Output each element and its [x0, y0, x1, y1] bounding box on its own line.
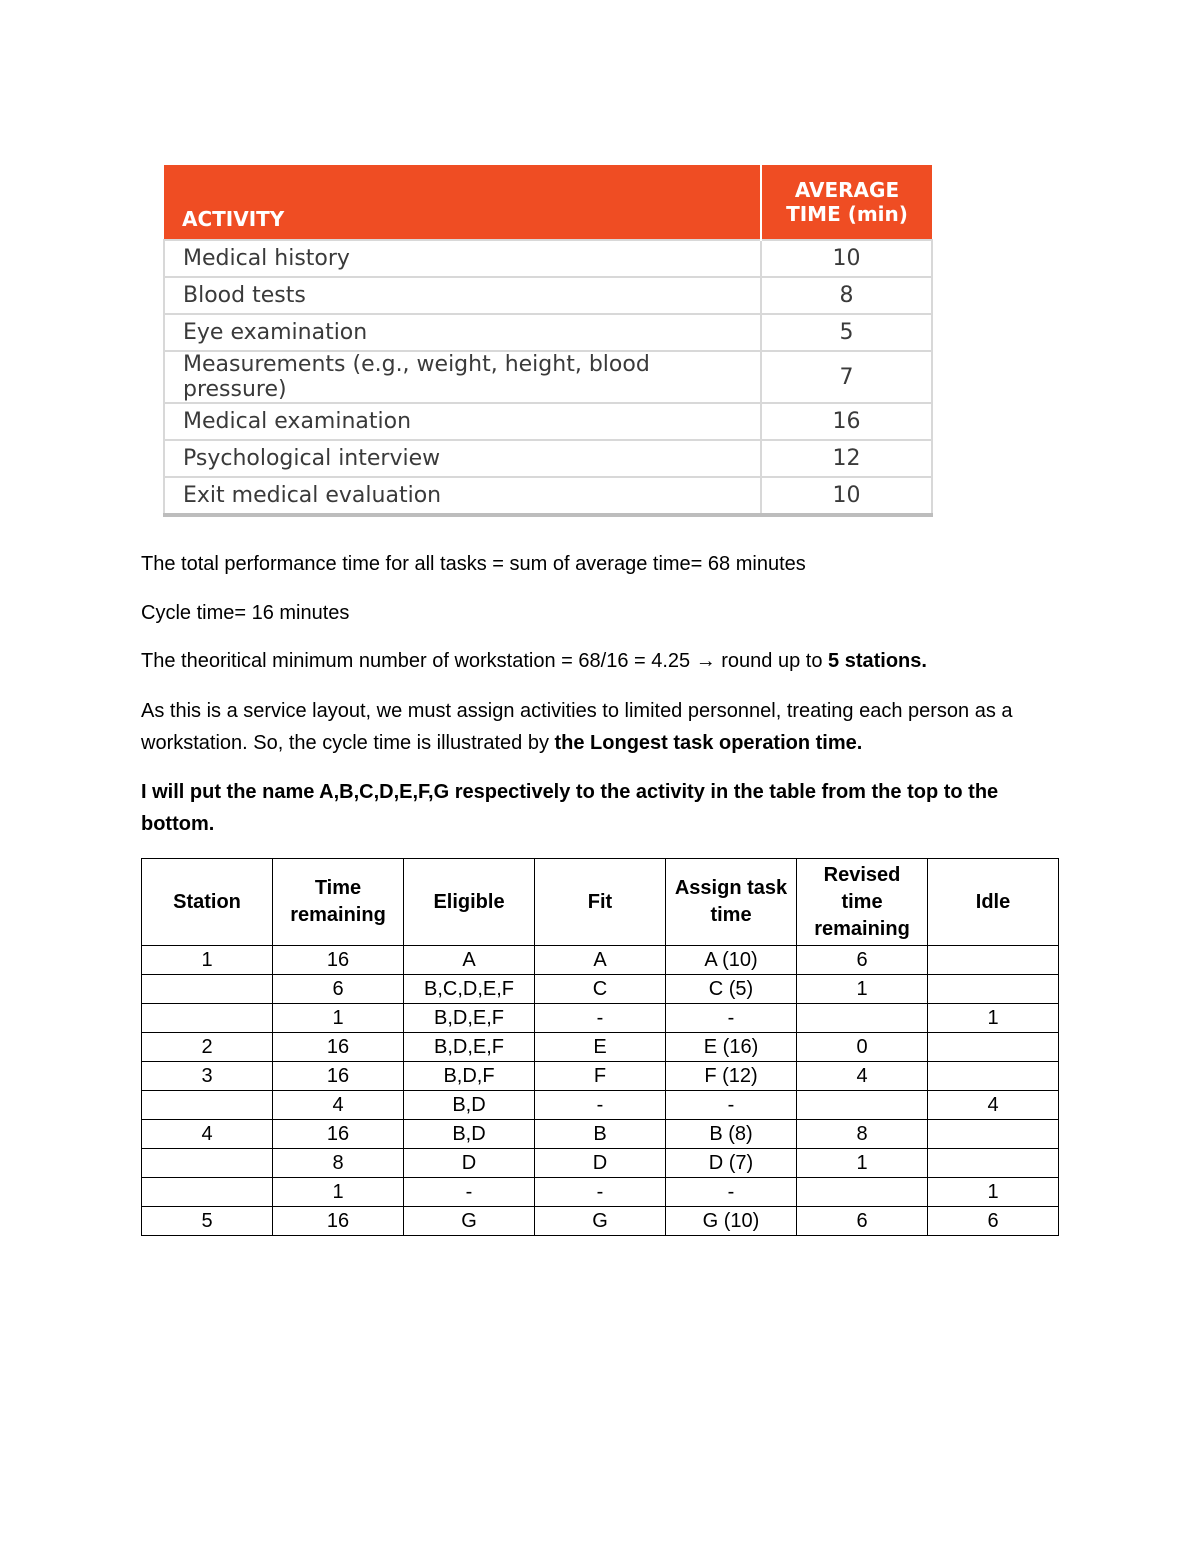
cell-fit: - [535, 1178, 666, 1207]
header-assign-task-time [666, 859, 797, 946]
cell-fit: G [535, 1207, 666, 1236]
cell-time-remaining: 8 [273, 1149, 404, 1178]
header-assign-line1: Assign task [674, 877, 788, 899]
header-revised-line2: time [841, 890, 883, 913]
activity-time: 10 [761, 477, 932, 515]
cell-time-remaining: 16 [273, 1207, 404, 1236]
table-row [142, 946, 1059, 975]
min-stations-mid: round up to [715, 650, 829, 672]
activity-time: 7 [761, 351, 932, 403]
cell-revised [797, 1091, 928, 1120]
cell-fit: - [535, 1091, 666, 1120]
cell-time-remaining: 6 [273, 975, 404, 1004]
cell-time-remaining: 1 [273, 1178, 404, 1207]
service-layout-text: As this is a service layout, we must assign activities to limited personnel, treating each person as a workstation. So, the cycle time is illustrated by [141, 700, 1013, 754]
header-eligible: Eligible [404, 859, 535, 946]
service-layout-bold: the Longest task operation time. [554, 732, 863, 754]
cell-station [142, 1091, 273, 1120]
cell-eligible: G [404, 1207, 535, 1236]
cell-fit: - [535, 1004, 666, 1033]
service-layout-paragraph [141, 695, 1071, 759]
cell-fit: E [535, 1033, 666, 1062]
cell-station: 1 [142, 946, 273, 975]
table-row [142, 1033, 1059, 1062]
cell-eligible: B,D [404, 1091, 535, 1120]
cell-revised [797, 1178, 928, 1207]
header-average-time [761, 165, 932, 240]
table-row [142, 1207, 1059, 1236]
station-header-row [142, 859, 1059, 946]
header-average-time-line1: AVERAGE [794, 178, 900, 202]
table-row [142, 1149, 1059, 1178]
cell-idle [928, 946, 1059, 975]
cell-eligible: B,D,E,F [404, 1033, 535, 1062]
header-fit: Fit [535, 859, 666, 946]
cell-revised [797, 1004, 928, 1033]
min-stations-prefix: The theoritical minimum number of workstation = 68/16 = 4.25 [141, 650, 696, 672]
header-activity: ACTIVITY [164, 165, 761, 240]
activity-time: 12 [761, 440, 932, 477]
cell-eligible: B,D,F [404, 1062, 535, 1091]
header-assign-line2: time [710, 904, 752, 926]
cell-time-remaining: 16 [273, 946, 404, 975]
cell-assign: G (10) [666, 1207, 797, 1236]
cell-idle [928, 1149, 1059, 1178]
header-time-remaining [273, 859, 404, 946]
activity-row [164, 351, 932, 403]
cell-eligible: B,C,D,E,F [404, 975, 535, 1004]
cell-revised: 0 [797, 1033, 928, 1062]
header-idle: Idle [928, 859, 1059, 946]
table-row [142, 1091, 1059, 1120]
min-stations-bold: 5 stations. [828, 650, 927, 672]
cell-revised: 4 [797, 1062, 928, 1091]
cell-revised: 6 [797, 946, 928, 975]
cell-idle [928, 1062, 1059, 1091]
activity-row [164, 314, 932, 351]
cell-idle [928, 1033, 1059, 1062]
cell-idle [928, 975, 1059, 1004]
cell-assign: D (7) [666, 1149, 797, 1178]
header-time-remaining-line2: remaining [290, 904, 386, 926]
cell-idle: 4 [928, 1091, 1059, 1120]
station-assignment-table [141, 858, 1059, 1236]
activity-header-row [164, 165, 932, 240]
cell-fit: C [535, 975, 666, 1004]
header-time-remaining-line1: Time [314, 877, 362, 899]
activity-name: Medical examination [164, 403, 761, 440]
cell-assign: C (5) [666, 975, 797, 1004]
cell-revised: 6 [797, 1207, 928, 1236]
cell-idle: 1 [928, 1178, 1059, 1207]
cell-fit: F [535, 1062, 666, 1091]
cell-eligible: B,D,E,F [404, 1004, 535, 1033]
total-time-paragraph: The total performance time for all tasks = sum of average time= 68 minutes [141, 553, 806, 575]
cell-time-remaining: 16 [273, 1033, 404, 1062]
cell-assign: - [666, 1004, 797, 1033]
cell-station: 4 [142, 1120, 273, 1149]
cell-revised: 1 [797, 975, 928, 1004]
activity-name: Exit medical evaluation [164, 477, 761, 515]
cell-eligible: A [404, 946, 535, 975]
header-average-time-line2: TIME (min) [786, 202, 908, 226]
cell-assign: E (16) [666, 1033, 797, 1062]
cell-time-remaining: 1 [273, 1004, 404, 1033]
header-station: Station [142, 859, 273, 946]
activity-time: 16 [761, 403, 932, 440]
activity-name: Measurements (e.g., weight, height, blood pressure) [164, 351, 761, 403]
cell-revised: 1 [797, 1149, 928, 1178]
cell-fit: D [535, 1149, 666, 1178]
activity-time-table [163, 165, 933, 517]
activity-name: Psychological interview [164, 440, 761, 477]
cell-idle: 6 [928, 1207, 1059, 1236]
activity-time: 8 [761, 277, 932, 314]
cell-time-remaining: 16 [273, 1120, 404, 1149]
cell-station [142, 1178, 273, 1207]
cell-eligible: B,D [404, 1120, 535, 1149]
cell-fit: B [535, 1120, 666, 1149]
cell-assign: - [666, 1091, 797, 1120]
arrow-icon: → [695, 650, 716, 672]
cell-assign: - [666, 1178, 797, 1207]
cell-station: 3 [142, 1062, 273, 1091]
cell-station [142, 975, 273, 1004]
cell-assign: B (8) [666, 1120, 797, 1149]
cell-eligible: - [404, 1178, 535, 1207]
table-row [142, 1004, 1059, 1033]
activity-time: 10 [761, 240, 932, 277]
activity-time: 5 [761, 314, 932, 351]
cell-assign: F (12) [666, 1062, 797, 1091]
activity-name: Medical history [164, 240, 761, 277]
cell-station [142, 1004, 273, 1033]
cell-station: 2 [142, 1033, 273, 1062]
header-revised-line1: Revised [823, 863, 901, 886]
table-row [142, 1178, 1059, 1207]
cell-revised: 8 [797, 1120, 928, 1149]
table-row [142, 1062, 1059, 1091]
activity-row [164, 477, 932, 515]
cell-eligible: D [404, 1149, 535, 1178]
cell-time-remaining: 16 [273, 1062, 404, 1091]
cell-station [142, 1149, 273, 1178]
cell-station: 5 [142, 1207, 273, 1236]
header-revised-time-remaining [797, 859, 928, 946]
cycle-time-paragraph: Cycle time= 16 minutes [141, 602, 350, 624]
activity-row [164, 277, 932, 314]
activity-name: Eye examination [164, 314, 761, 351]
cell-assign: A (10) [666, 946, 797, 975]
table-row [142, 975, 1059, 1004]
activity-row [164, 240, 932, 277]
min-stations-paragraph [141, 645, 1071, 677]
cell-idle [928, 1120, 1059, 1149]
activity-row [164, 440, 932, 477]
header-revised-line3: remaining [814, 917, 910, 940]
cell-fit: A [535, 946, 666, 975]
activity-row [164, 403, 932, 440]
cell-idle: 1 [928, 1004, 1059, 1033]
naming-note-paragraph: I will put the name A,B,C,D,E,F,G respectively to the activity in the table from the top to the bottom. [141, 781, 999, 835]
activity-name: Blood tests [164, 277, 761, 314]
table-row [142, 1120, 1059, 1149]
cell-time-remaining: 4 [273, 1091, 404, 1120]
